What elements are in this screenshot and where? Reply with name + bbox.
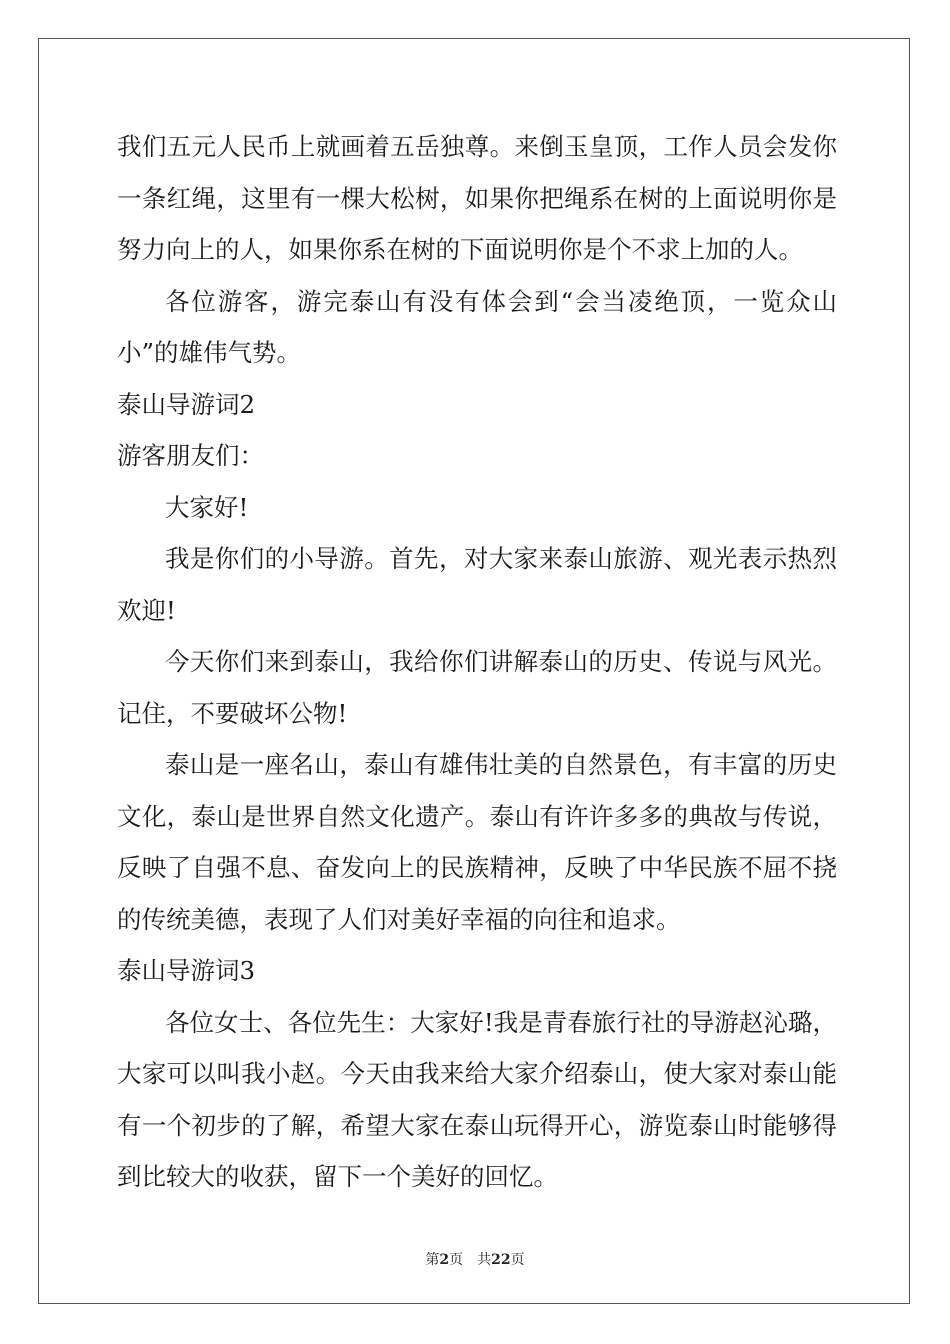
paragraph: 大家好! bbox=[165, 492, 249, 522]
page-current: 2 bbox=[439, 1252, 450, 1268]
paragraph: 我是你们的小导游。首先，对大家来泰山旅游、观光表示热烈欢迎! bbox=[117, 544, 837, 625]
paragraph: 我们五元人民币上就画着五岳独尊。来倒玉皇顶，工作人员会发你一条红绳，这里有一棵大松树，如果你把绳系在树的上面说明你是努力向上的人，如果你系在树的下面说明你是个不求上加的人。 bbox=[117, 132, 837, 264]
paragraph: 各位游客，游完泰山有没有体会到“会当凌绝顶，一览众山小”的雄伟气势。 bbox=[117, 286, 837, 367]
page-prefix: 第 bbox=[425, 1252, 440, 1268]
paragraph: 泰山是一座名山，泰山有雄伟壮美的自然景色，有丰富的历史文化，泰山是世界自然文化遗产。泰山有许许多多的典故与传说，反映了自强不息、奋发向上的民族精神，反映了中华民族不屈不挠的传统美德，表现了人们对美好幸福的向往和追求。 bbox=[117, 750, 837, 934]
page-total: 22 bbox=[491, 1252, 511, 1268]
paragraph: 今天你们来到泰山，我给你们讲解泰山的历史、传说与风光。记住，不要破坏公物! bbox=[117, 647, 837, 728]
section-heading: 泰山导游词3 bbox=[117, 956, 256, 985]
page-footer bbox=[0, 1249, 950, 1269]
document-body bbox=[117, 121, 837, 1203]
page-suffix: 页 bbox=[510, 1252, 525, 1268]
salutation: 游客朋友们： bbox=[117, 441, 264, 470]
paragraph: 各位女士、各位先生：大家好!我是青春旅行社的导游赵沁璐，大家可以叫我小赵。今天由我来给大家介绍泰山，使大家对泰山能有一个初步的了解，希望大家在泰山玩得开心，游览泰山时能够得到比较大的收获，留下一个美好的回忆。 bbox=[117, 1007, 837, 1191]
section-heading: 泰山导游词2 bbox=[117, 389, 256, 419]
page-mid: 页 共 bbox=[449, 1252, 492, 1268]
